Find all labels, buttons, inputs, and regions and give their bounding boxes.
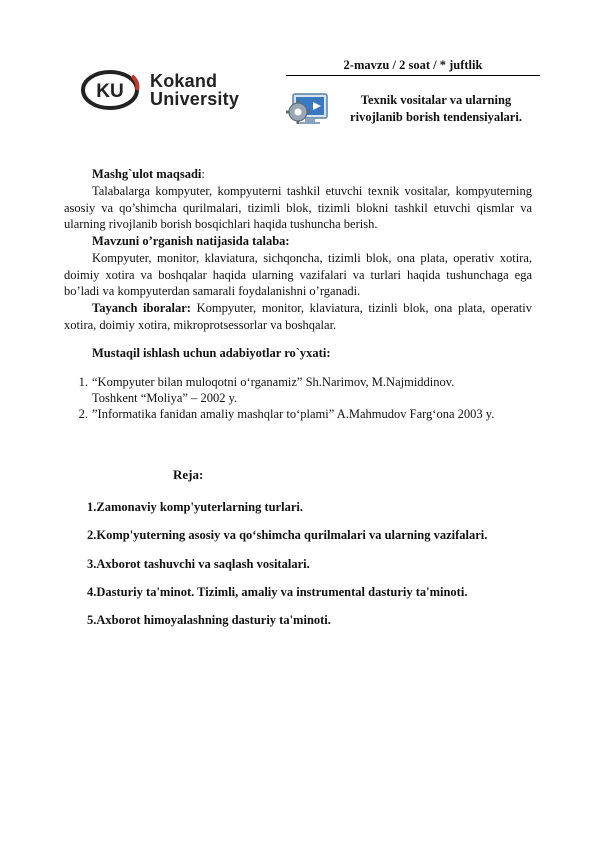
keywords-paragraph (64, 300, 532, 333)
literature-item (64, 374, 544, 390)
computer-gears-icon (285, 84, 331, 130)
literature-item-continuation: Toshkent “Moliya” – 2002 y. (92, 391, 238, 405)
lecture-title (336, 92, 536, 126)
logo-wordmark (150, 72, 239, 108)
result-heading: Mavzuni o’rganish natijasida talaba: (92, 234, 290, 248)
lecture-title-line1: Texnik vositalar va ularning (360, 93, 512, 107)
keywords-text: Kompyuter, monitor, klaviatura, tizinli blok, ona plata, operativ xotira, doimiy xotira, mikroprotsessorlar va boshqalar. (64, 301, 532, 332)
literature-item-text: “Kompyuter bilan muloqotni o‘rganamiz” Sh.Narimov, M.Najmiddinov. (92, 375, 455, 389)
goal-heading (92, 166, 205, 183)
logo-line1: Kokand (150, 71, 218, 91)
ku-badge-icon (80, 66, 146, 114)
plan-heading: Reja: (173, 467, 204, 482)
literature-item-text: ”Informatika fanidan amaliy mashqlar to‘plami” A.Mahmudov Farg‘ona 2003 y. (92, 407, 495, 421)
plan-item: 4.Dasturiy ta'minot. Tizimli, amaliy va instrumental dasturiy ta'minoti. (87, 585, 468, 599)
topic-line: 2-mavzu / 2 soat / * juftlik (343, 58, 483, 72)
plan-item: 5.Axborot himoyalashning dasturiy ta'minoti. (87, 613, 331, 627)
logo-badge-text: KU (96, 81, 124, 102)
goal-heading-text: Mashg`ulot maqsadi (92, 167, 202, 181)
logo-line2: University (150, 89, 240, 109)
goal-text: Talabalarga kompyuter, kompyuterni tashkil etuvchi texnik vositalar, kompyuterning asosiy va qo’shimcha qurilmalari, tizimli blok, tizimli blokni tashkil etuvchi qismlar va ularning rivojlanib borish bosqichlari haqida tushuncha berish. (64, 184, 532, 232)
plan-item: 1.Zamonaviy komp'yuterlarning turlari. (87, 500, 303, 514)
lecture-title-line2: rivojlanib borish tendensiyalari. (350, 110, 522, 124)
literature-heading: Mustaqil ishlash uchun adabiyotlar ro`yxati: (92, 346, 331, 360)
plan-item: 2.Komp'yuterning asosiy va qo‘shimcha qurilmalari va ularning vazifalari. (87, 528, 488, 542)
plan-item: 3.Axborot tashuvchi va saqlash vositalari. (87, 557, 310, 571)
header-divider (286, 75, 540, 76)
literature-item (64, 406, 544, 422)
literature-item-number: 2. (78, 407, 88, 421)
goal-heading-colon: : (201, 167, 205, 181)
result-text: Kompyuter, monitor, klaviatura, sichqoncha, tizimli blok, ona plata, operativ xotira, doimiy xotira va boshqalar haqida ularning vazifalari va turlari haqida tushunchaga ega bo’ladi va kompyuterdan samarali foydalanishni o’rganadi. (64, 251, 532, 299)
literature-item-number: 1. (78, 375, 88, 389)
keywords-label: Tayanch iboralar: (92, 301, 191, 315)
